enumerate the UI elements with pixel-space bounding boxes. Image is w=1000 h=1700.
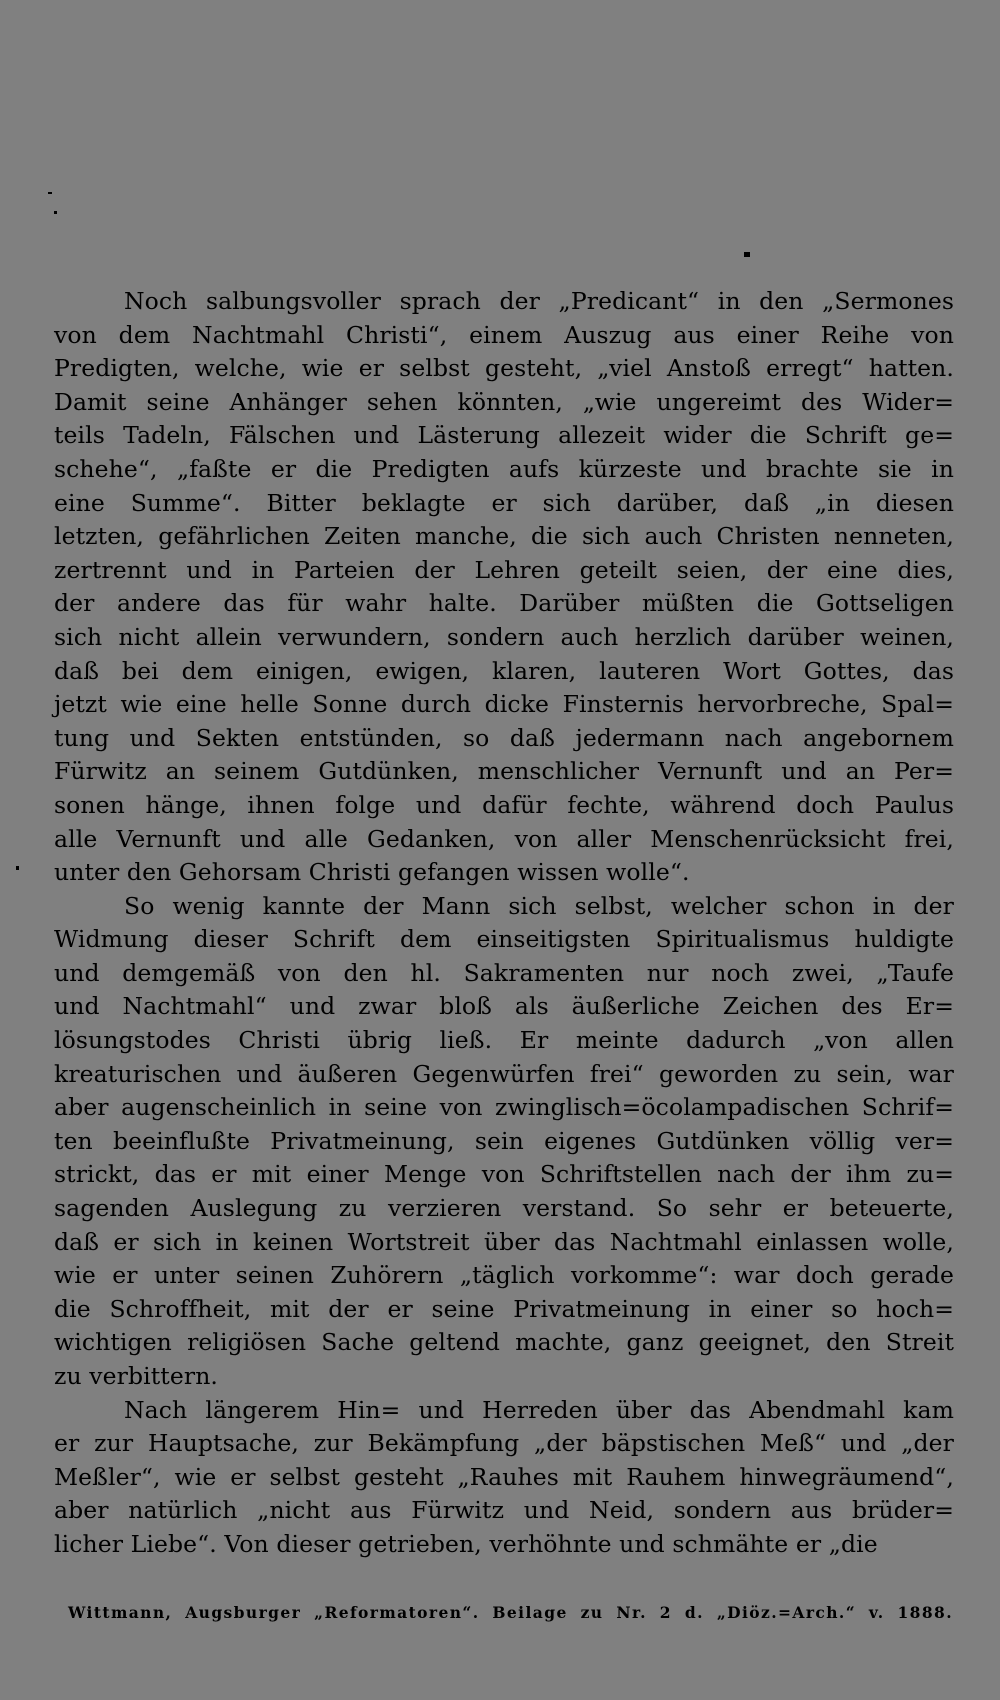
text-line: unter den Gehorsam Christi gefangen wissen wolle“. — [54, 858, 690, 887]
scan-speck — [48, 192, 52, 194]
text-line: Nach längerem Hin= und Herreden über das Abendmahl kam — [124, 1395, 954, 1424]
scan-speck — [54, 211, 57, 214]
paragraph — [54, 285, 954, 890]
body-text — [54, 285, 954, 1562]
text-line: wie er unter seinen Zuhörern „täglich vorkomme“: war doch gerade — [54, 1261, 954, 1290]
text-line: eine Summe“. Bitter beklagte er sich darüber, daß „in diesen — [54, 488, 954, 517]
text-line: teils Tadeln, Fälschen und Lästerung allezeit wider die Schrift ge= — [54, 421, 954, 450]
scan-speck — [16, 866, 19, 870]
text-line: licher Liebe“. Von dieser getrieben, verhöhnte und schmähte er „die — [54, 1529, 878, 1558]
scan-speck — [744, 252, 750, 257]
text-line: von dem Nachtmahl Christi“, einem Auszug aus einer Reihe von — [54, 320, 954, 349]
text-line: tung und Sekten entstünden, so daß jedermann nach angebornem — [54, 723, 954, 752]
text-line: daß er sich in keinen Wortstreit über das Nachtmahl einlassen wolle, — [54, 1227, 954, 1256]
text-line: jetzt wie eine helle Sonne durch dicke Finsternis hervorbreche, Spal= — [54, 690, 954, 719]
text-line: und demgemäß von den hl. Sakramenten nur noch zwei, „Taufe — [54, 958, 954, 987]
text-line: Meßler“, wie er selbst gesteht „Rauhes mit Rauhem hinwegräumend“, — [54, 1462, 954, 1491]
text-line: sonen hänge, ihnen folge und dafür fechte, während doch Paulus — [54, 790, 954, 819]
text-line: sagenden Auslegung zu verzieren verstand. So sehr er beteuerte, — [54, 1194, 954, 1223]
text-line: Noch salbungsvoller sprach der „Predicant“ in den „Sermones — [124, 287, 954, 315]
text-line: daß bei dem einigen, ewigen, klaren, lauteren Wort Gottes, das — [54, 656, 954, 685]
text-line: ten beeinflußte Privatmeinung, sein eigenes Gutdünken völlig ver= — [54, 1126, 954, 1155]
text-line: Fürwitz an seinem Gutdünken, menschlicher Vernunft und an Per= — [54, 757, 954, 786]
text-line: Widmung dieser Schrift dem einseitigsten Spiritualismus huldigte — [54, 925, 954, 954]
paragraph — [54, 890, 954, 1394]
text-line: schehe“, „faßte er die Predigten aufs kürzeste und brachte sie in — [54, 454, 954, 483]
text-line: wichtigen religiösen Sache geltend machte, ganz geeignet, den Streit — [54, 1328, 954, 1357]
text-line: der andere das für wahr halte. Darüber müßten die Gottseligen — [54, 589, 954, 618]
text-line: und Nachtmahl“ und zwar bloß als äußerliche Zeichen des Er= — [54, 992, 954, 1021]
paragraph — [54, 1394, 954, 1562]
text-line: Predigten, welche, wie er selbst gesteht, „viel Anstoß erregt“ hatten. — [54, 354, 954, 383]
text-line: zertrennt und in Parteien der Lehren geteilt seien, der eine dies, — [54, 555, 954, 584]
text-line: aber natürlich „nicht aus Fürwitz und Neid, sondern aus brüder= — [54, 1496, 954, 1525]
text-line: Damit seine Anhänger sehen könnten, „wie ungereimt des Wider= — [54, 387, 954, 416]
text-line: letzten, gefährlichen Zeiten manche, die sich auch Christen nenneten, — [54, 522, 954, 551]
page-footer: Wittmann, Augsburger „Reformatoren“. Beilage zu Nr. 2 d. „Diöz.=Arch.“ v. 1888. — [68, 1603, 953, 1622]
text-line: kreaturischen und äußeren Gegenwürfen frei“ geworden zu sein, war — [54, 1059, 954, 1088]
text-line: strickt, das er mit einer Menge von Schriftstellen nach der ihm zu= — [54, 1160, 954, 1189]
text-line: er zur Hauptsache, zur Bekämpfung „der bäpstischen Meß“ und „der — [54, 1429, 954, 1458]
text-line: die Schroffheit, mit der er seine Privatmeinung in einer so hoch= — [54, 1294, 954, 1323]
text-line: alle Vernunft und alle Gedanken, von aller Menschenrücksicht frei, — [54, 824, 954, 853]
text-line: aber augenscheinlich in seine von zwinglisch=öcolampadischen Schrif= — [54, 1093, 954, 1122]
text-line: So wenig kannte der Mann sich selbst, welcher schon in der — [124, 891, 954, 920]
text-line: sich nicht allein verwundern, sondern auch herzlich darüber weinen, — [54, 622, 954, 651]
text-line: zu verbittern. — [54, 1362, 218, 1390]
text-line: lösungstodes Christi übrig ließ. Er meinte dadurch „von allen — [54, 1026, 954, 1055]
